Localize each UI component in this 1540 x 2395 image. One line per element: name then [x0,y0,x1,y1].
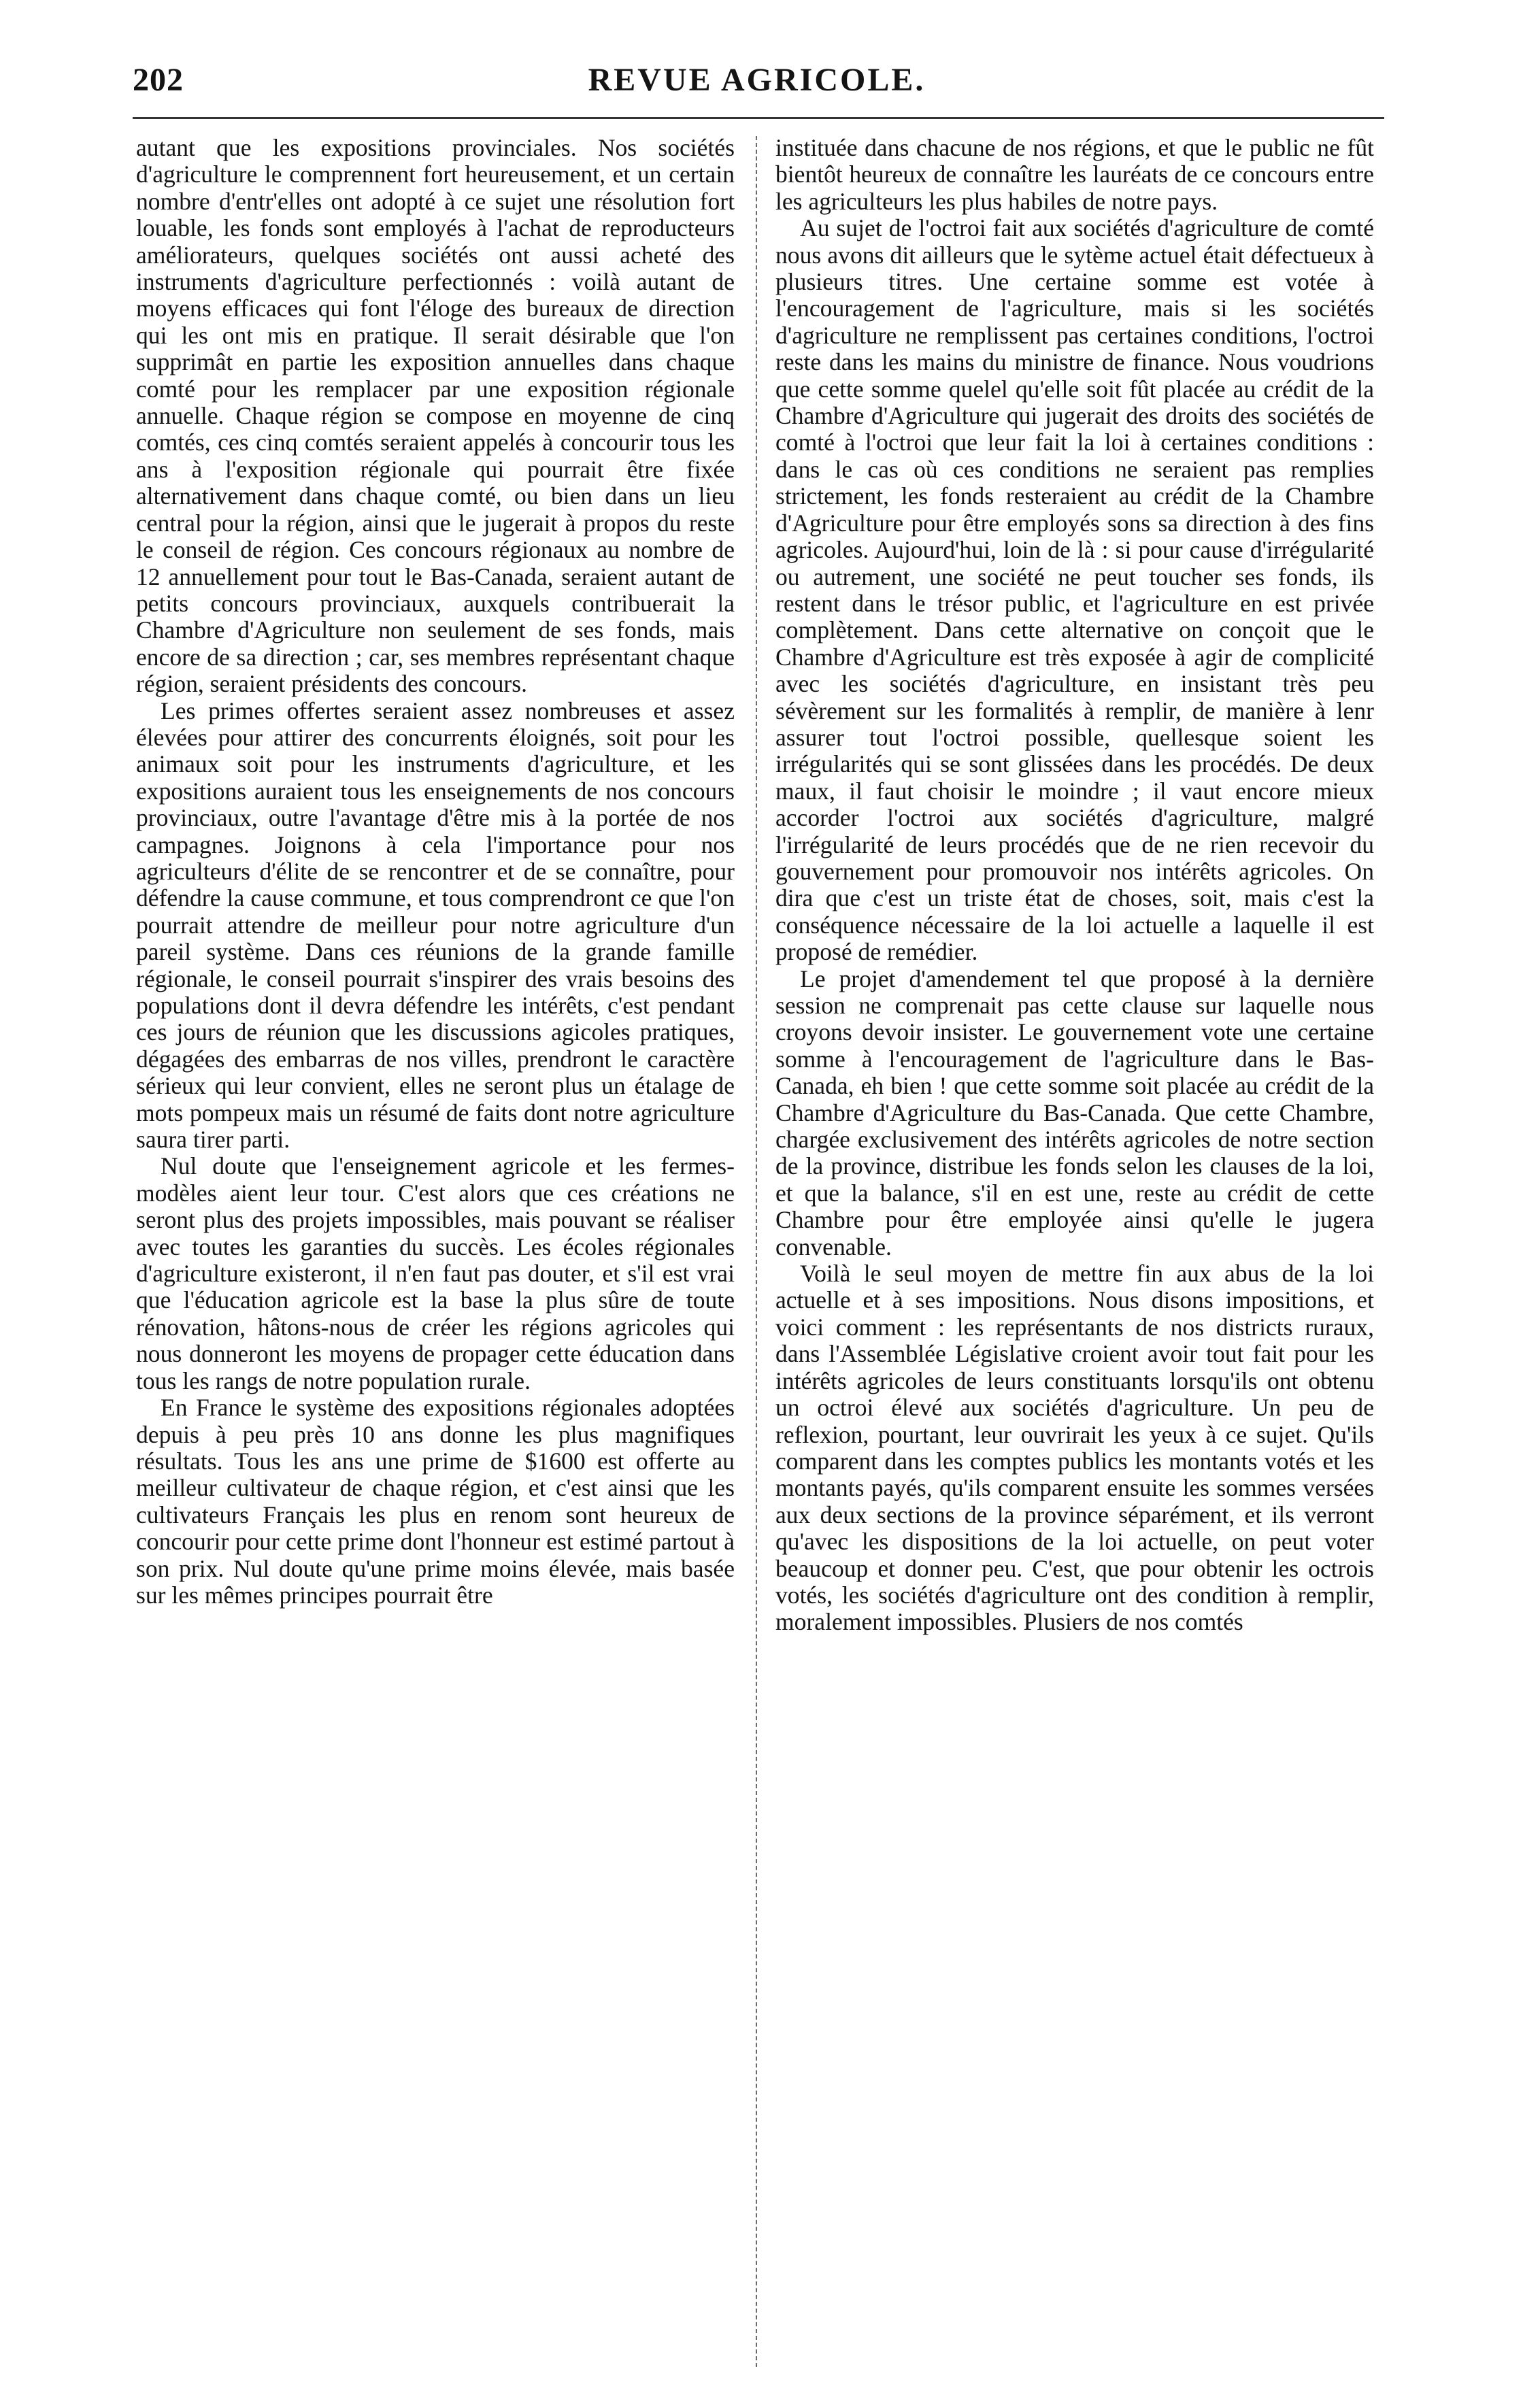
paragraph: En France le système des expositions régionales adoptées depuis à peu près 10 ans donne les plus magnifiques résultats. Tous les ans une prime de $1600 est offerte au meilleur cultivateur de chaque région, et c'est ainsi que les cultivateurs Français les plus en renom sont heureux de concourir pour cette prime dont l'honneur est estimé partout à son prix. Nul doute qu'une prime moins élevée, mais basée sur les mêmes principes pourrait être [136,1394,735,1609]
paragraph: Au sujet de l'octroi fait aux sociétés d'agriculture de comté nous avons dit ailleurs que le sytème actuel était défectueux à plusieurs titres. Une certaine somme est votée à l'encouragement de l'agriculture, mais si les sociétés d'agriculture ne remplissent pas certaines conditions, l'octroi reste dans les mains du ministre de finance. Nous voudrions que cette somme quelel qu'elle soit fût placée au crédit de la Chambre d'Agriculture qui jugerait des droits des sociétés de comté à l'octroi que leur fait la loi à certaines conditions : dans le cas où ces conditions ne seraient pas remplies strictement, les fonds resteraient au crédit de la Chambre d'Agriculture pour être employés sons sa direction à des fins agricoles. Aujourd'hui, loin de là : si pour cause d'irrégularité ou autrement, une société ne peut toucher ses fonds, ils restent dans le trésor public, et l'agriculture en est privée complètement. Dans cette alternative on conçoit que le Chambre d'Agriculture est très exposée à agir de complicité avec les sociétés d'agriculture, en insistant très peu sévèrement sur les formalités à remplir, de manière à lenr assurer tout l'octroi possible, quellesque soient les irrégularités qui se sont glissées dans les procédés. De deux maux, il faut choisir le moindre ; il vaut encore mieux accorder l'octroi aux sociétés d'agriculture, malgré l'irrégularité de leurs procédés que de ne rien recevoir du gouvernement pour promouvoir nos intérêts agricoles. On dira que c'est un triste état de choses, soit, mais c'est la conséquence nécessaire de la loi actuelle a laquelle il est proposé de remédier. [775,214,1374,966]
left-column [136,135,735,1609]
page-number: 202 [133,62,184,98]
page-header [133,61,1381,116]
paragraph: Les primes offertes seraient assez nombreuses et assez élevées pour attirer des concurrents éloignés, soit pour les animaux soit pour les instruments d'agriculture, et les expositions auraient tous les enseignements de nos concours provinciaux, outre l'avantage d'être mis à la portée de nos campagnes. Joignons à cela l'importance pour nos agriculteurs d'élite de se rencontrer et de se connaître, pour défendre la cause commune, et tous comprendront ce que l'on pourrait attendre de meilleur pour notre agriculture d'un pareil système. Dans ces réunions de la grande famille régionale, le conseil pourrait s'inspirer des vrais besoins des populations dont il devra défendre les intérêts, c'est pendant ces jours de réunion que les discussions agicoles pratiques, dégagées des embarras de nos villes, prendront le caractère sérieux qui leur convient, elles ne seront plus un étalage de mots pompeux mais un résumé de faits dont notre agriculture saura tirer parti. [136,697,735,1154]
paragraph: autant que les expositions provinciales. Nos sociétés d'agriculture le comprennent fort heureusement, et un certain nombre d'entr'elles ont adopté à ce sujet une résolution fort louable, les fonds sont employés à l'achat de reproducteurs améliorateurs, quelques sociétés ont aussi acheté des instruments d'agriculture perfectionnés : voilà autant de moyens efficaces qui font l'éloge des bureaux de direction qui les ont mis en pratique. Il serait désirable que l'on supprimât en partie les exposition annuelles dans chaque comté pour les remplacer par une exposition régionale annuelle. Chaque région se compose en moyenne de cinq comtés, ces cinq comtés seraient appelés à concourir tous les ans à l'exposition régionale qui pourrait être fixée alternativement dans chaque comté, ou bien dans un lieu central pour la région, ainsi que le jugerait à propos du reste le conseil de région. Ces concours régionaux au nombre de 12 annuellement pour tout le Bas-Canada, seraient autant de petits concours provinciaux, auxquels contribuerait la Chambre d'Agriculture non seulement de ses fonds, mais encore de sa direction ; car, ses membres représentant chaque région, seraient présidents des concours. [136,134,735,698]
column-divider [756,136,757,2367]
paragraph: Nul doute que l'enseignement agricole et les fermes-modèles aient leur tour. C'est alors que ces créations ne seront plus des projets impossibles, mais pouvant se réaliser avec toutes les garanties du succès. Les écoles régionales d'agriculture existeront, il n'en faut pas douter, et s'il est vrai que l'éducation agricole est la base la plus sûre de toute rénovation, hâtons-nous de créer les régions agricoles qui nous donneront les moyens de propager cette éducation dans tous les rangs de notre population rurale. [136,1152,735,1394]
paragraph: instituée dans chacune de nos régions, et que le public ne fût bientôt heureux de connaître les lauréats de ce concours entre les agriculteurs les plus habiles de notre pays. [775,134,1374,215]
paragraph: Le projet d'amendement tel que proposé à la dernière session ne comprenait pas cette clause sur laquelle nous croyons devoir insister. Le gouvernement vote une certaine somme à l'encouragement de l'agriculture dans le Bas-Canada, eh bien ! que cette somme soit placée au crédit de la Chambre d'Agriculture du Bas-Canada. Que cette Chambre, chargée exclusivement des intérêts agricoles de notre section de la province, distribue les fonds selon les clauses de la loi, et que la balance, s'il en est une, reste au crédit de cette Chambre pour être employée ainsi qu'elle le jugera convenable. [775,965,1374,1260]
paragraph: Voilà le seul moyen de mettre fin aux abus de la loi actuelle et à ses impositions. Nous disons impositions, et voici comment : les représentants de nos districts ruraux, dans l'Assemblée Législative croient avoir tout fait pour les intérêts agricoles de leurs constituants lorsqu'ils ont obtenu un octroi élevé aux sociétés d'agriculture. Un peu de reflexion, pourtant, leur ouvrirait les yeux à ce sujet. Qu'ils comparent dans les comptes publics les montants votés et les montants payés, qu'ils comparent ensuite les sommes versées aux deux sections de la province séparément, et ils verront qu'avec les dispositions de la loi actuelle, on peut voter beaucoup et donner peu. C'est, que pour obtenir les octrois votés, les sociétés d'agriculture ont des condition à remplir, moralement impossibles. Plusiers de nos comtés [775,1260,1374,1636]
running-title: REVUE AGRICOLE. [588,62,926,98]
right-column [775,135,1374,1636]
header-rule [133,117,1384,119]
